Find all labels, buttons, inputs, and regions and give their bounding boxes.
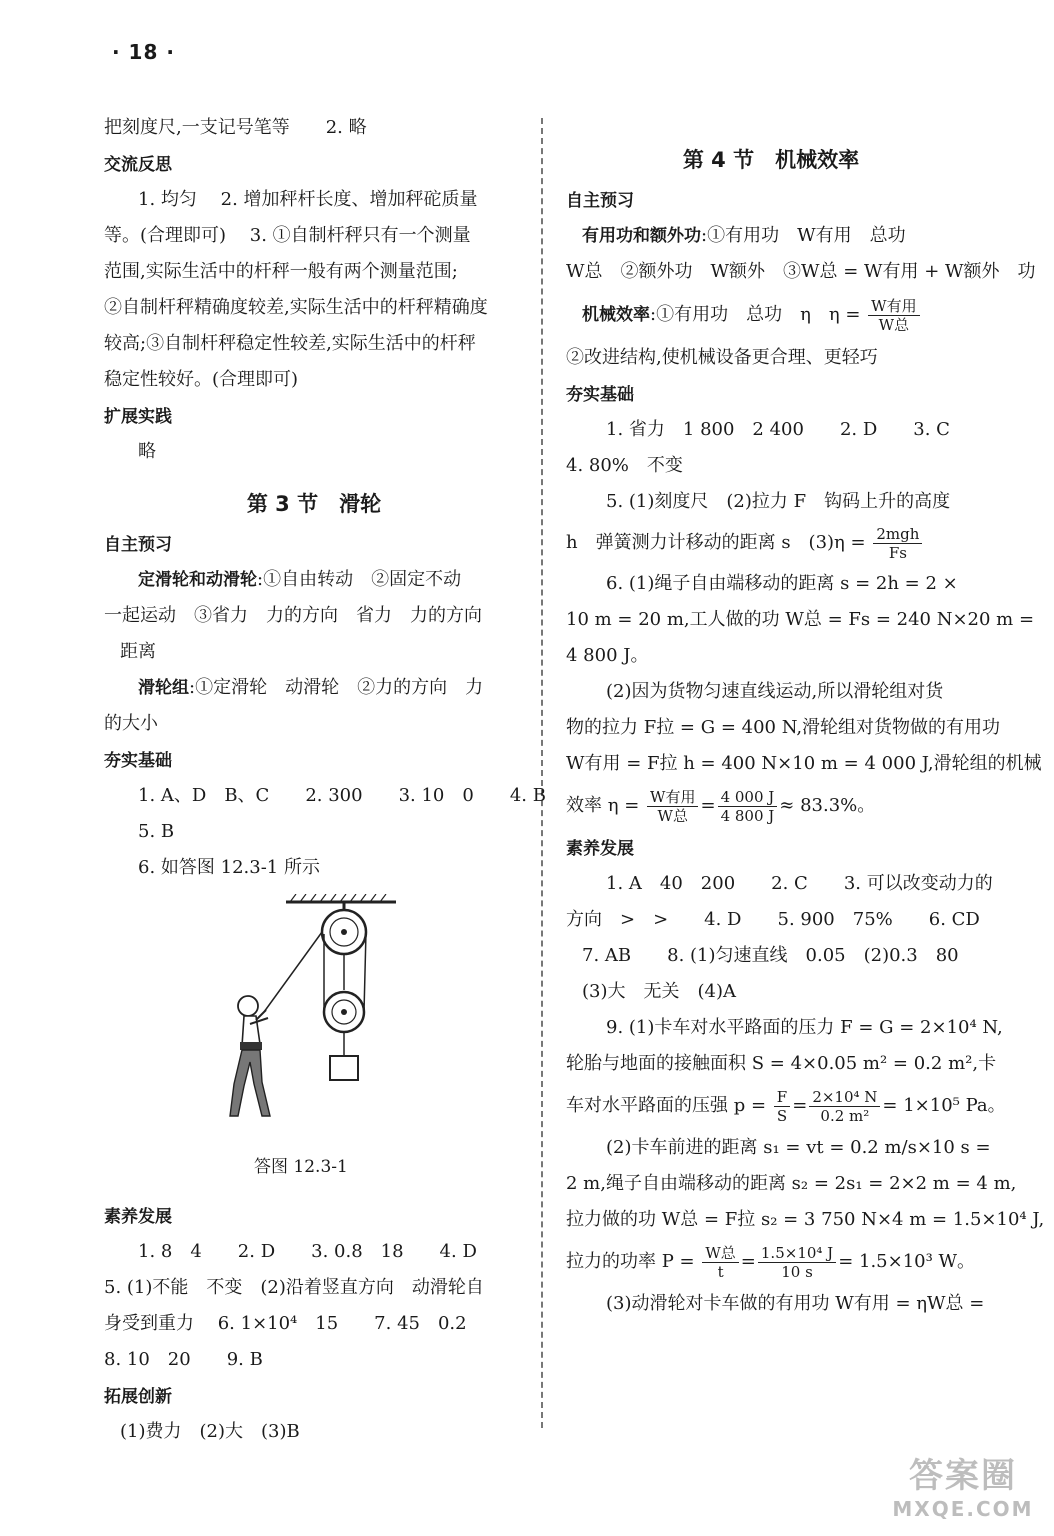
answer-line: 10 m = 20 m,工人做的功 W总 = Fs = 240 N×20 m = [566, 609, 1035, 630]
answer-line: 6. (1)绳子自由端移动的距离 s = 2h = 2 × [606, 573, 958, 594]
section-heading-hangshi: 夯实基础 [566, 385, 634, 405]
answer-line: 1. A 40 200 2. C 3. 可以改变动力的 [606, 873, 993, 894]
section-heading-hangshi: 夯实基础 [104, 751, 172, 771]
answer-line: 5. (1)刻度尺 (2)拉力 F 钩码上升的高度 [606, 491, 951, 512]
answer-text: :①自由转动 ②固定不动 [257, 569, 462, 590]
answer-line: 5. B [138, 821, 175, 842]
answer-text: = [792, 1095, 808, 1116]
answer-line: 距离 [120, 641, 156, 662]
answer-line: 把刻度尺,一支记号笔等 2. 略 [104, 117, 367, 138]
answer-text: = [740, 1251, 756, 1272]
answer-line: 4 800 J。 [566, 645, 649, 666]
answer-line: 拉力做的功 W总 = F拉 s₂ = 3 750 N×4 m = 1.5×10⁴ J, [566, 1209, 1045, 1230]
answer-text: = 1.5×10³ W。 [838, 1251, 976, 1272]
answer-line: W有用 = F拉 h = 400 N×10 m = 4 000 J,滑轮组的机械 [566, 753, 1042, 774]
answer-line: 一起运动 ③省力 力的方向 省力 力的方向 [104, 605, 482, 626]
answer-line: ②自制杆秤精确度较差,实际生活中的杆秤精确度 [104, 297, 488, 318]
answer-line: 轮胎与地面的接触面积 S = 4×0.05 m² = 0.2 m²,卡 [566, 1053, 997, 1074]
answer-line: 1. 均匀 2. 增加秤杆长度、增加秤砣质量 [138, 189, 478, 210]
answer-text: = 1×10⁵ Pa。 [882, 1095, 1006, 1116]
left-column [104, 110, 546, 1450]
answer-text: 效率 η = [566, 795, 640, 816]
answer-line: 4. 80% 不变 [566, 455, 683, 476]
pulley-figure [226, 894, 396, 1134]
section-heading-yuxi: 自主预习 [566, 191, 634, 211]
fraction: $\frac{\text{W总}}{t}$ [702, 1244, 738, 1281]
answer-line: 2 m,绳子自由端移动的距离 s₂ = 2s₁ = 2×2 m = 4 m, [566, 1173, 1017, 1194]
term-label: 机械效率 [582, 305, 650, 325]
answer-text: :①有用功 W有用 总功 [701, 225, 906, 246]
answer-text: = [700, 795, 716, 816]
answer-line: 9. (1)卡车对水平路面的压力 F = G = 2×10⁴ N, [606, 1017, 1003, 1038]
answer-text: 拉力的功率 P = [566, 1251, 695, 1272]
answer-text: ≈ 83.3%。 [779, 795, 876, 816]
fraction: $\frac{\text{2×10⁴ N}}{\text{0.2 m²}}$ [809, 1088, 880, 1125]
answer-line: 范围,实际生活中的杆秤一般有两个测量范围; [104, 261, 458, 282]
answer-line: 略 [138, 441, 156, 462]
efficiency-formula: $\frac{\text{W有用}}{\text{W总}}$ [868, 297, 919, 334]
answer-text: :①有用功 总功 η η = [650, 304, 861, 325]
answer-line: 稳定性较好。(合理即可) [104, 369, 299, 390]
section-heading-kuozhan: 扩展实践 [104, 407, 172, 427]
answer-text: 车对水平路面的压强 p = [566, 1095, 767, 1116]
fraction: $\frac{\text{1.5×10⁴ J}}{10 s}$ [758, 1244, 836, 1281]
answer-line: (3)大 无关 (4)A [582, 981, 736, 1002]
answer-line: (2)卡车前进的距离 s₁ = vt = 0.2 m/s×10 s = [606, 1137, 991, 1158]
section-heading-suyang: 素养发展 [104, 1207, 172, 1227]
answer-line: ②改进结构,使机械设备更合理、更轻巧 [566, 347, 878, 368]
figure-caption: 答图 12.3-1 [254, 1157, 348, 1177]
answer-line: 物的拉力 F拉 = G = 400 N,滑轮组对货物做的有用功 [566, 717, 1001, 738]
section-heading-yuxi: 自主预习 [104, 535, 172, 555]
right-column [566, 110, 1045, 1322]
answer-line: 6. 如答图 12.3-1 所示 [138, 857, 320, 878]
answer-line: (3)动滑轮对卡车做的有用功 W有用 = ηW总 = [606, 1293, 985, 1314]
answer-line: 5. (1)不能 不变 (2)沿着竖直方向 动滑轮自 [104, 1277, 484, 1298]
answer-line: 方向 > > 4. D 5. 900 75% 6. CD [566, 909, 980, 930]
answer-line: (2)因为货物匀速直线运动,所以滑轮组对货 [606, 681, 944, 702]
answer-line: 的大小 [104, 713, 158, 734]
fraction: $\frac{\text{W有用}}{\text{W总}}$ [647, 788, 698, 825]
answer-line: 1. 省力 1 800 2 400 2. D 3. C [606, 419, 950, 440]
term-label: 有用功和额外功 [582, 226, 701, 246]
section-heading-jiaoliu: 交流反思 [104, 155, 172, 175]
fraction: $\frac{F}{S}$ [774, 1088, 790, 1125]
answer-line: 1. A、D B、C 2. 300 3. 10 0 4. B [138, 785, 546, 806]
answer-line: 1. 8 4 2. D 3. 0.8 18 4. D [138, 1241, 477, 1262]
term-label: 定滑轮和动滑轮 [138, 570, 257, 590]
answer-text: h 弹簧测力计移动的距离 s (3)η = [566, 532, 866, 553]
answer-line: 身受到重力 6. 1×10⁴ 15 7. 45 0.2 [104, 1313, 467, 1334]
section-heading-suyang: 素养发展 [566, 839, 634, 859]
answer-line: 等。(合理即可) 3. ①自制杆秤只有一个测量 [104, 225, 471, 246]
answer-text: :①定滑轮 动滑轮 ②力的方向 力 [189, 677, 484, 698]
efficiency-formula: $\frac{\text{2mgh}}{Fs}$ [873, 525, 922, 562]
section-title-3: 第 3 节 滑轮 [246, 492, 382, 516]
fraction: $\frac{4 000 J}{4 800 J}$ [718, 788, 778, 825]
column-divider [541, 118, 543, 1428]
section-heading-tuozhan: 拓展创新 [104, 1387, 172, 1407]
answer-line: 7. AB 8. (1)匀速直线 0.05 (2)0.3 80 [582, 945, 959, 966]
answer-line: 8. 10 20 9. B [104, 1349, 263, 1370]
term-label: 滑轮组 [138, 678, 189, 698]
answer-line: (1)费力 (2)大 (3)B [120, 1421, 300, 1442]
answer-line: 较高;③自制杆秤稳定性较差,实际生活中的杆秤 [104, 333, 476, 354]
answer-line: W总 ②额外功 W额外 ③W总 = W有用 + W额外 功 [566, 261, 1036, 282]
section-title-4: 第 4 节 机械效率 [682, 148, 860, 172]
page-number: · 18 · [112, 40, 175, 64]
watermark-logo: 答案圈 MXQE.COM [892, 1456, 1034, 1521]
